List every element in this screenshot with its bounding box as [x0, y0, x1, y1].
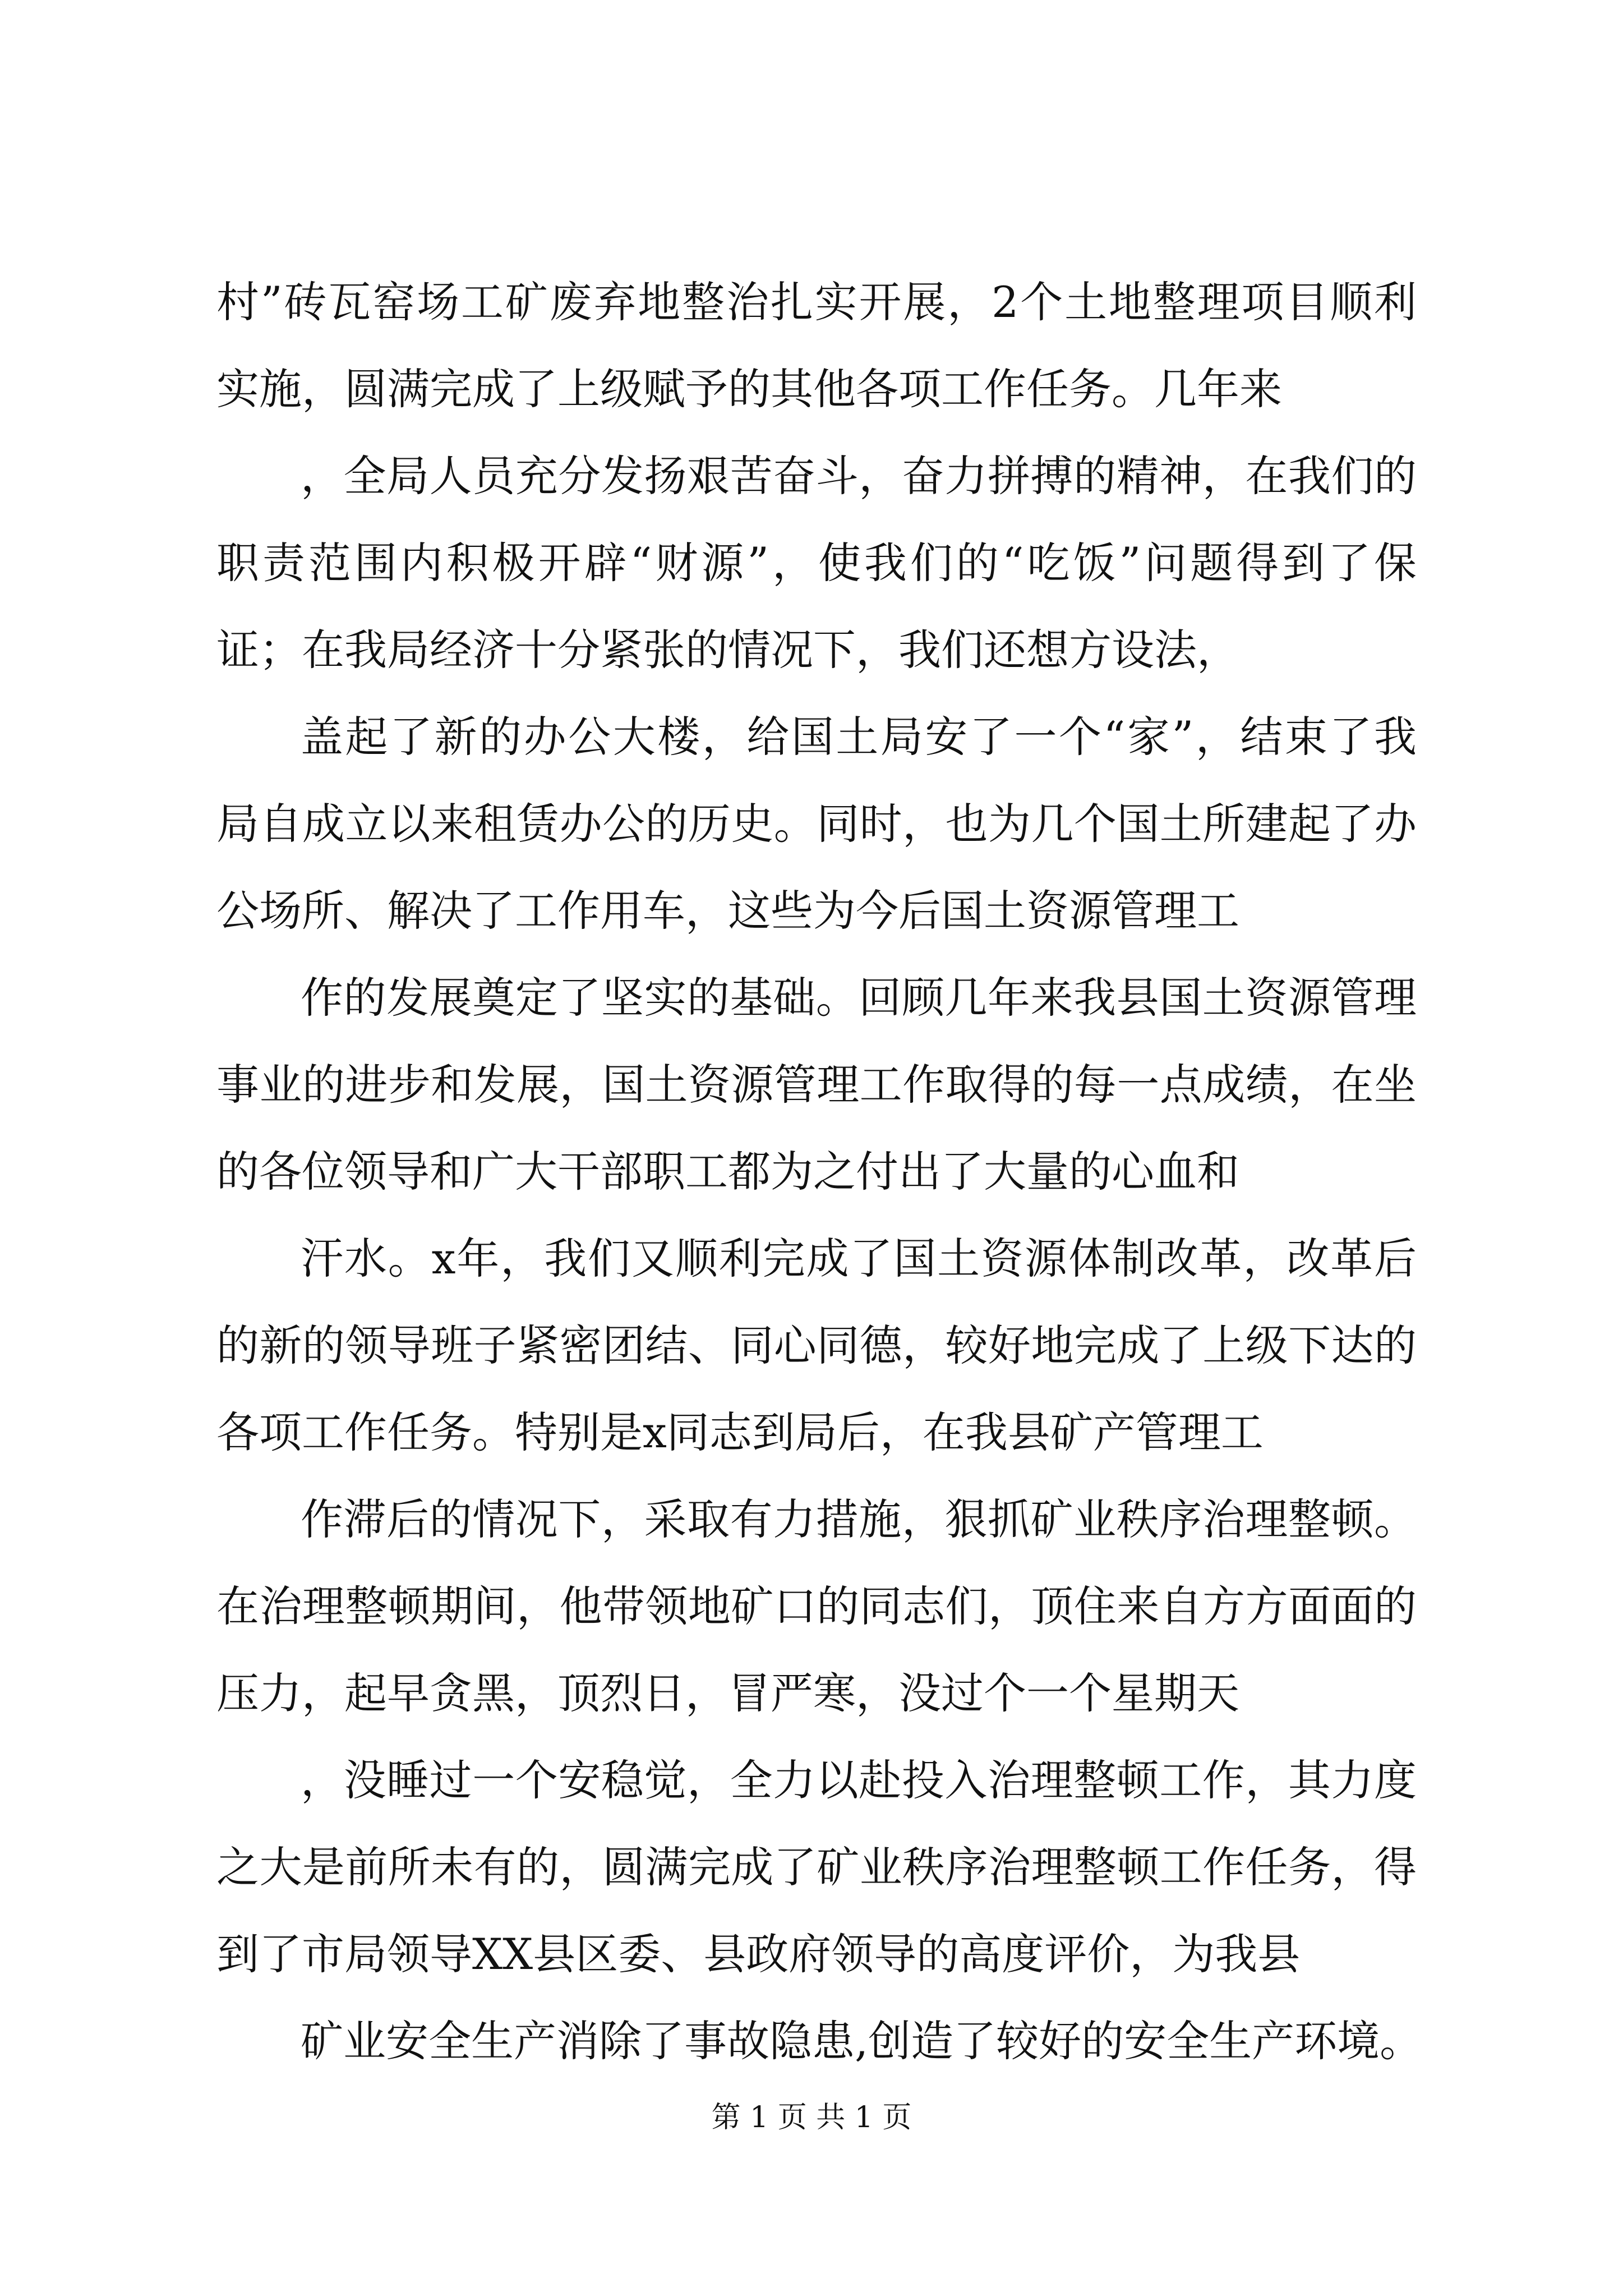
text-line: 之大是前所未有的，圆满完成了矿业秩序治理整顿工作任务，得: [216, 1842, 1417, 1892]
text-line: 在治理整顿期间，他带领地矿口的同志们，顶住来自方方面面的: [216, 1581, 1417, 1631]
text-line: 压力，起早贪黑，顶烈日，冒严寒，没过个一个星期天: [216, 1668, 1239, 1718]
text-line: 证；在我局经济十分紧张的情况下，我们还想方设法，: [216, 625, 1239, 675]
text-line: 事业的进步和发展，国土资源管理工作取得的每一点成绩，在坐: [216, 1060, 1417, 1110]
text-line: 作的发展奠定了坚实的基础。回顾几年来我县国土资源管理: [301, 973, 1417, 1023]
text-line: 盖起了新的办公大楼，给国土局安了一个“家”，结束了我: [301, 712, 1417, 762]
text-line: ，没睡过一个安稳觉，全力以赴投入治理整顿工作，其力度: [301, 1755, 1417, 1805]
text-line: 到了市局领导XX县区委、县政府领导的高度评价，为我县: [216, 1929, 1301, 1979]
text-line: 汗水。x年，我们又顺利完成了国土资源体制改革，改革后: [301, 1234, 1417, 1283]
text-line: 作滞后的情况下，采取有力措施，狠抓矿业秩序治理整顿。: [301, 1494, 1417, 1544]
document-body: [216, 259, 1423, 2085]
text-line: 局自成立以来租赁办公的历史。同时，也为几个国土所建起了办: [216, 799, 1417, 849]
text-line: 公场所、解决了工作用车，这些为今后国土资源管理工: [216, 886, 1239, 936]
page-number-footer: 第 1 页 共 1 页: [711, 2101, 912, 2134]
text-line: 各项工作任务。特别是x同志到局后，在我县矿产管理工: [216, 1407, 1264, 1457]
text-line: 矿业安全生产消除了事故隐患,创造了较好的安全生产环境。: [301, 2016, 1423, 2066]
text-line: 实施，圆满完成了上级赋予的其他各项工作任务。几年来: [216, 364, 1282, 414]
text-line: 村”砖瓦窑场工矿废弃地整治扎实开展，2个土地整理项目顺利: [216, 277, 1417, 327]
text-line: 的各位领导和广大干部职工都为之付出了大量的心血和: [216, 1147, 1239, 1197]
text-line: 的新的领导班子紧密团结、同心同德，较好地完成了上级下达的: [216, 1320, 1417, 1370]
text-line: 职责范围内积极开辟“财源”，使我们的“吃饭”问题得到了保: [216, 538, 1417, 588]
text-line: ，全局人员充分发扬艰苦奋斗，奋力拼搏的精神，在我们的: [301, 451, 1417, 501]
